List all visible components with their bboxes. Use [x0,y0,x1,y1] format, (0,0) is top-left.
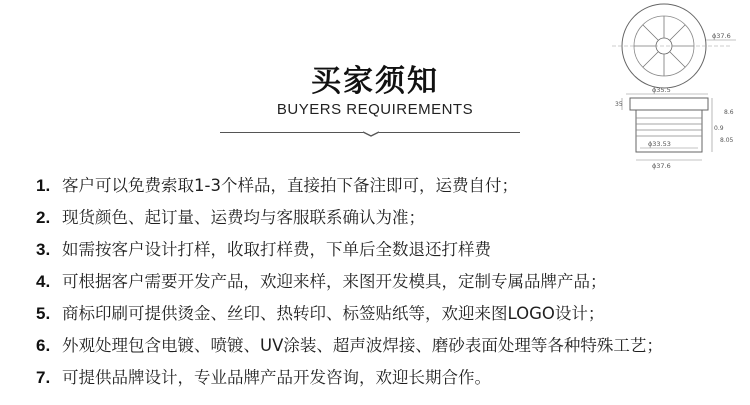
item-text: 可根据客户需要开发产品，欢迎来样，来图开发模具，定制专属品牌产品； [62,272,607,291]
list-item [36,298,736,330]
list-item [36,234,736,266]
item-number: 3. [36,240,51,259]
item-number: 1. [36,176,51,195]
list-item [36,362,736,394]
item-text: 外观处理包含电镀、喷镀、UV涂装、超声波焊接、磨砂表面处理等各种特殊工艺； [62,336,663,355]
item-number: 6. [36,336,51,355]
dim-label: ϕ37.6 [712,32,731,40]
page-subtitle: BUYERS REQUIREMENTS [276,101,474,118]
item-text: 如需按客户设计打样，收取打样费，下单后全数退还打样费 [62,240,491,259]
dim-label: 35 [615,101,623,108]
item-text: 可提供品牌设计，专业品牌产品开发咨询，欢迎长期合作。 [62,368,491,387]
list-item [36,170,736,202]
item-number: 4. [36,272,51,291]
item-number: 7. [36,368,51,387]
item-number: 2. [36,208,51,227]
technical-drawing [612,2,748,170]
item-text: 商标印刷可提供烫金、丝印、热转印、标签贴纸等，欢迎来图LOGO设计； [62,304,605,323]
page-title: 买家须知 [311,64,439,99]
list-item [36,330,736,362]
requirements-list [36,170,736,394]
dim-label: ϕ33.53 [648,140,671,148]
item-text: 现货颜色、起订量、运费均与客服联系确认为准； [62,208,425,227]
dim-label: 8.05 [720,137,734,144]
dim-label: ϕ37.6 [652,162,671,170]
list-item [36,202,736,234]
dim-label: ϕ35.5 [652,86,671,94]
list-item [36,266,736,298]
divider-notch-icon [363,127,379,137]
item-text: 客户可以免费索取1-3个样品，直接拍下备注即可，运费自付； [62,176,518,195]
dim-label: 0.9 [714,125,724,132]
dim-label: 8.6 [724,109,734,116]
item-number: 5. [36,304,51,323]
